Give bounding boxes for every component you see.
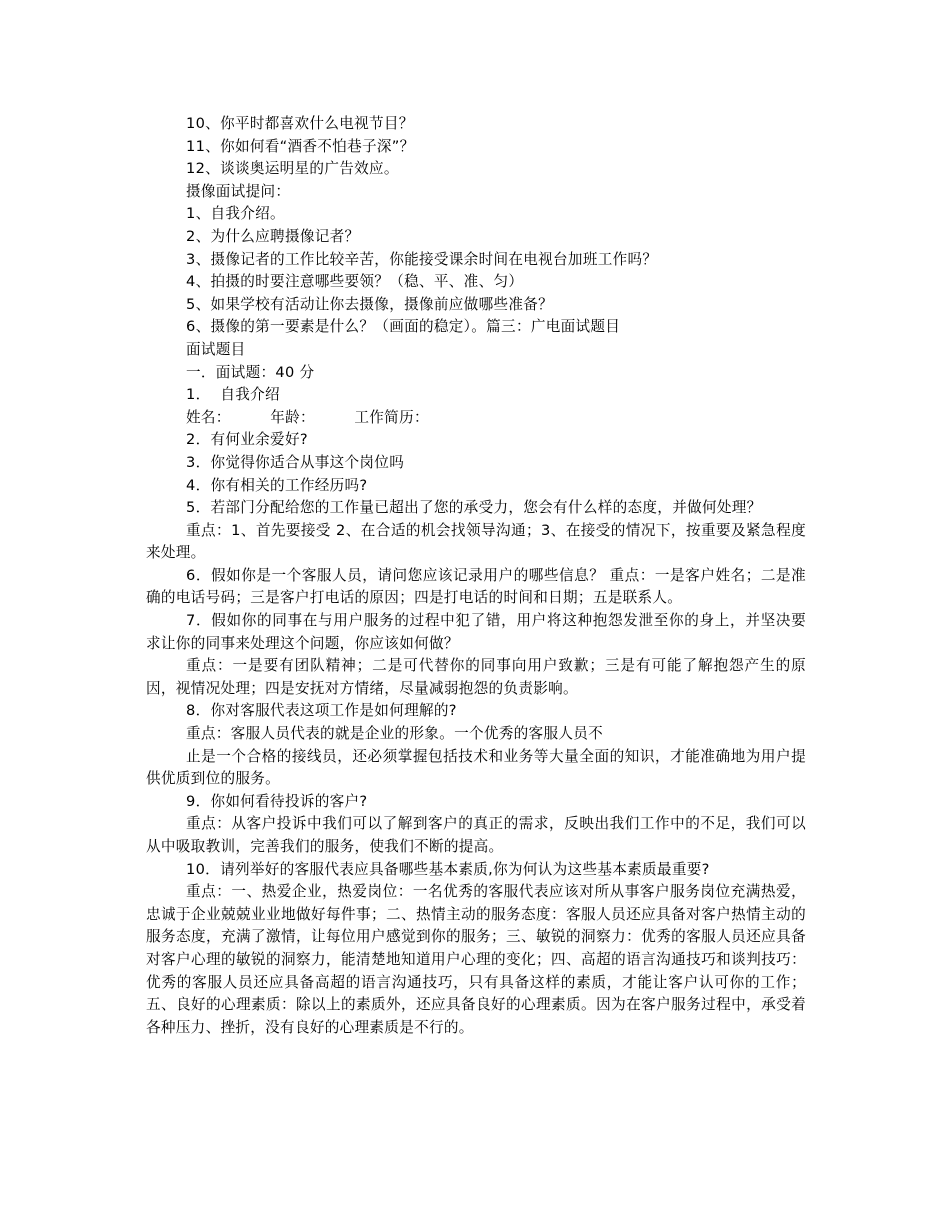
camera-question-2: 2、为什么应聘摄像记者？ [186,227,360,245]
interview-item-5-key-points: 重点：1、首先要接受 2、在合适的机会找领导沟通；3、在接受的情况下，按重要及紧急程度来处理。 [146,521,806,562]
interview-item-1: 1． 自我介绍 [186,386,280,404]
interview-item-8-key-points-continued: 止是一个合格的接线员，还必须掌握包括技术和业务等大量全面的知识，才能准确地为用户提供优质到位的服务。 [146,747,806,788]
interview-item-9-key-points: 重点：从客户投诉中我们可以了解到客户的真正的需求，反映出我们工作中的不足，我们可以从中吸取教训，完善我们的服务，使我们不断的提高。 [146,815,806,855]
camera-question-5: 5、如果学校有活动让你去摄像，摄像前应做哪些准备？ [186,295,554,313]
interview-item-4: 4．你有相关的工作经历吗? [186,476,368,494]
interview-item-8-key-points: 重点：客服人员代表的就是企业的形象。一个优秀的客服人员不 [186,725,604,743]
interview-item-7: 7．假如你的同事在与用户服务的过程中犯了错，用户将这种抱怨发泄至你的身上，并坚决要求让你的同事来处理这个问题，你应该如何做？ [146,612,806,652]
camera-question-6: 6、摄像的第一要素是什么？（画面的稳定）。篇三：广电面试题目 [186,318,621,336]
section-heading-interview: 面试题目 [186,340,246,358]
interview-item-8: 8．你对客服代表这项工作是如何理解的? [186,702,457,720]
interview-item-2: 2．有何业余爱好? [186,431,308,449]
interview-item-6: 6．假如你是一个客服人员，请问您应该记录用户的哪些信息？ 重点：一是客户姓名；二是准确的电话号码；三是客户打电话的原因；四是打电话的时间和日期；五是联系人。 [146,566,806,607]
interview-item-9: 9．你如何看待投诉的客户? [186,792,368,810]
camera-question-3: 3、摄像记者的工作比较辛苦，你能接受课余时间在电视台加班工作吗？ [186,250,658,268]
camera-question-4: 4、拍摄的时要注意哪些要领？（稳、平、准、匀） [186,273,524,291]
interview-item-7-key-points: 重点：一是要有团队精神；二是可代替你的同事向用户致歉；三是有可能了解抱怨产生的原因，视情况处理；四是安抚对方情绪，尽量减弱抱怨的负责影响。 [146,657,806,697]
document-page [146,113,806,1039]
question-10-tv: 10、你平时都喜欢什么电视节目？ [186,115,414,132]
question-12-olympic: 12、谈谈奥运明星的广告效应。 [186,160,399,178]
interview-item-10: 10．请列举好的客服代表应具备哪些基本素质,你为何认为这些基本素质最重要? [186,860,710,878]
camera-question-1: 1、自我介绍。 [186,205,285,223]
question-11-wine: 11、你如何看“酒香不怕巷子深”？ [186,137,415,155]
interview-item-3: 3．你觉得你适合从事这个岗位吗 [186,453,405,471]
interview-item-5: 5．若部门分配给您的工作量已超出了您的承受力，您会有什么样的态度，并做何处理？ [186,499,762,517]
section-heading-camera: 摄像面试提问： [186,182,291,200]
interview-item-10-key-points: 重点：一、热爱企业，热爱岗位：一名优秀的客服代表应该对所从事客户服务岗位充满热爱，忠诚于企业兢兢业业地做好每件事；二、热情主动的服务态度：客服人员还应具备对客户热情主动的服务态度，充满了激情，让每位用户感觉到你的服务；三、敏锐的洞察力：优秀的客服人员还应具备对客户心理的敏锐的洞察力，能清楚地知道用户心理的变化；四、高超的语言沟通技巧和谈判技巧：优秀的客服人员还应具备高超的语言沟通技巧，只有具备这样的素质，才能让客户认可你的工作；五、良好的心理素质：除以上的素质外，还应具备良好的心理素质。因为在客户服务过程中，承受着各种压力、挫折，没有良好的心理素质是不行的。 [146,883,806,1036]
part-one-heading: 一．面试题：40 分 [186,363,315,381]
personal-info-fields: 姓名： 年龄： 工作简历： [186,408,429,426]
